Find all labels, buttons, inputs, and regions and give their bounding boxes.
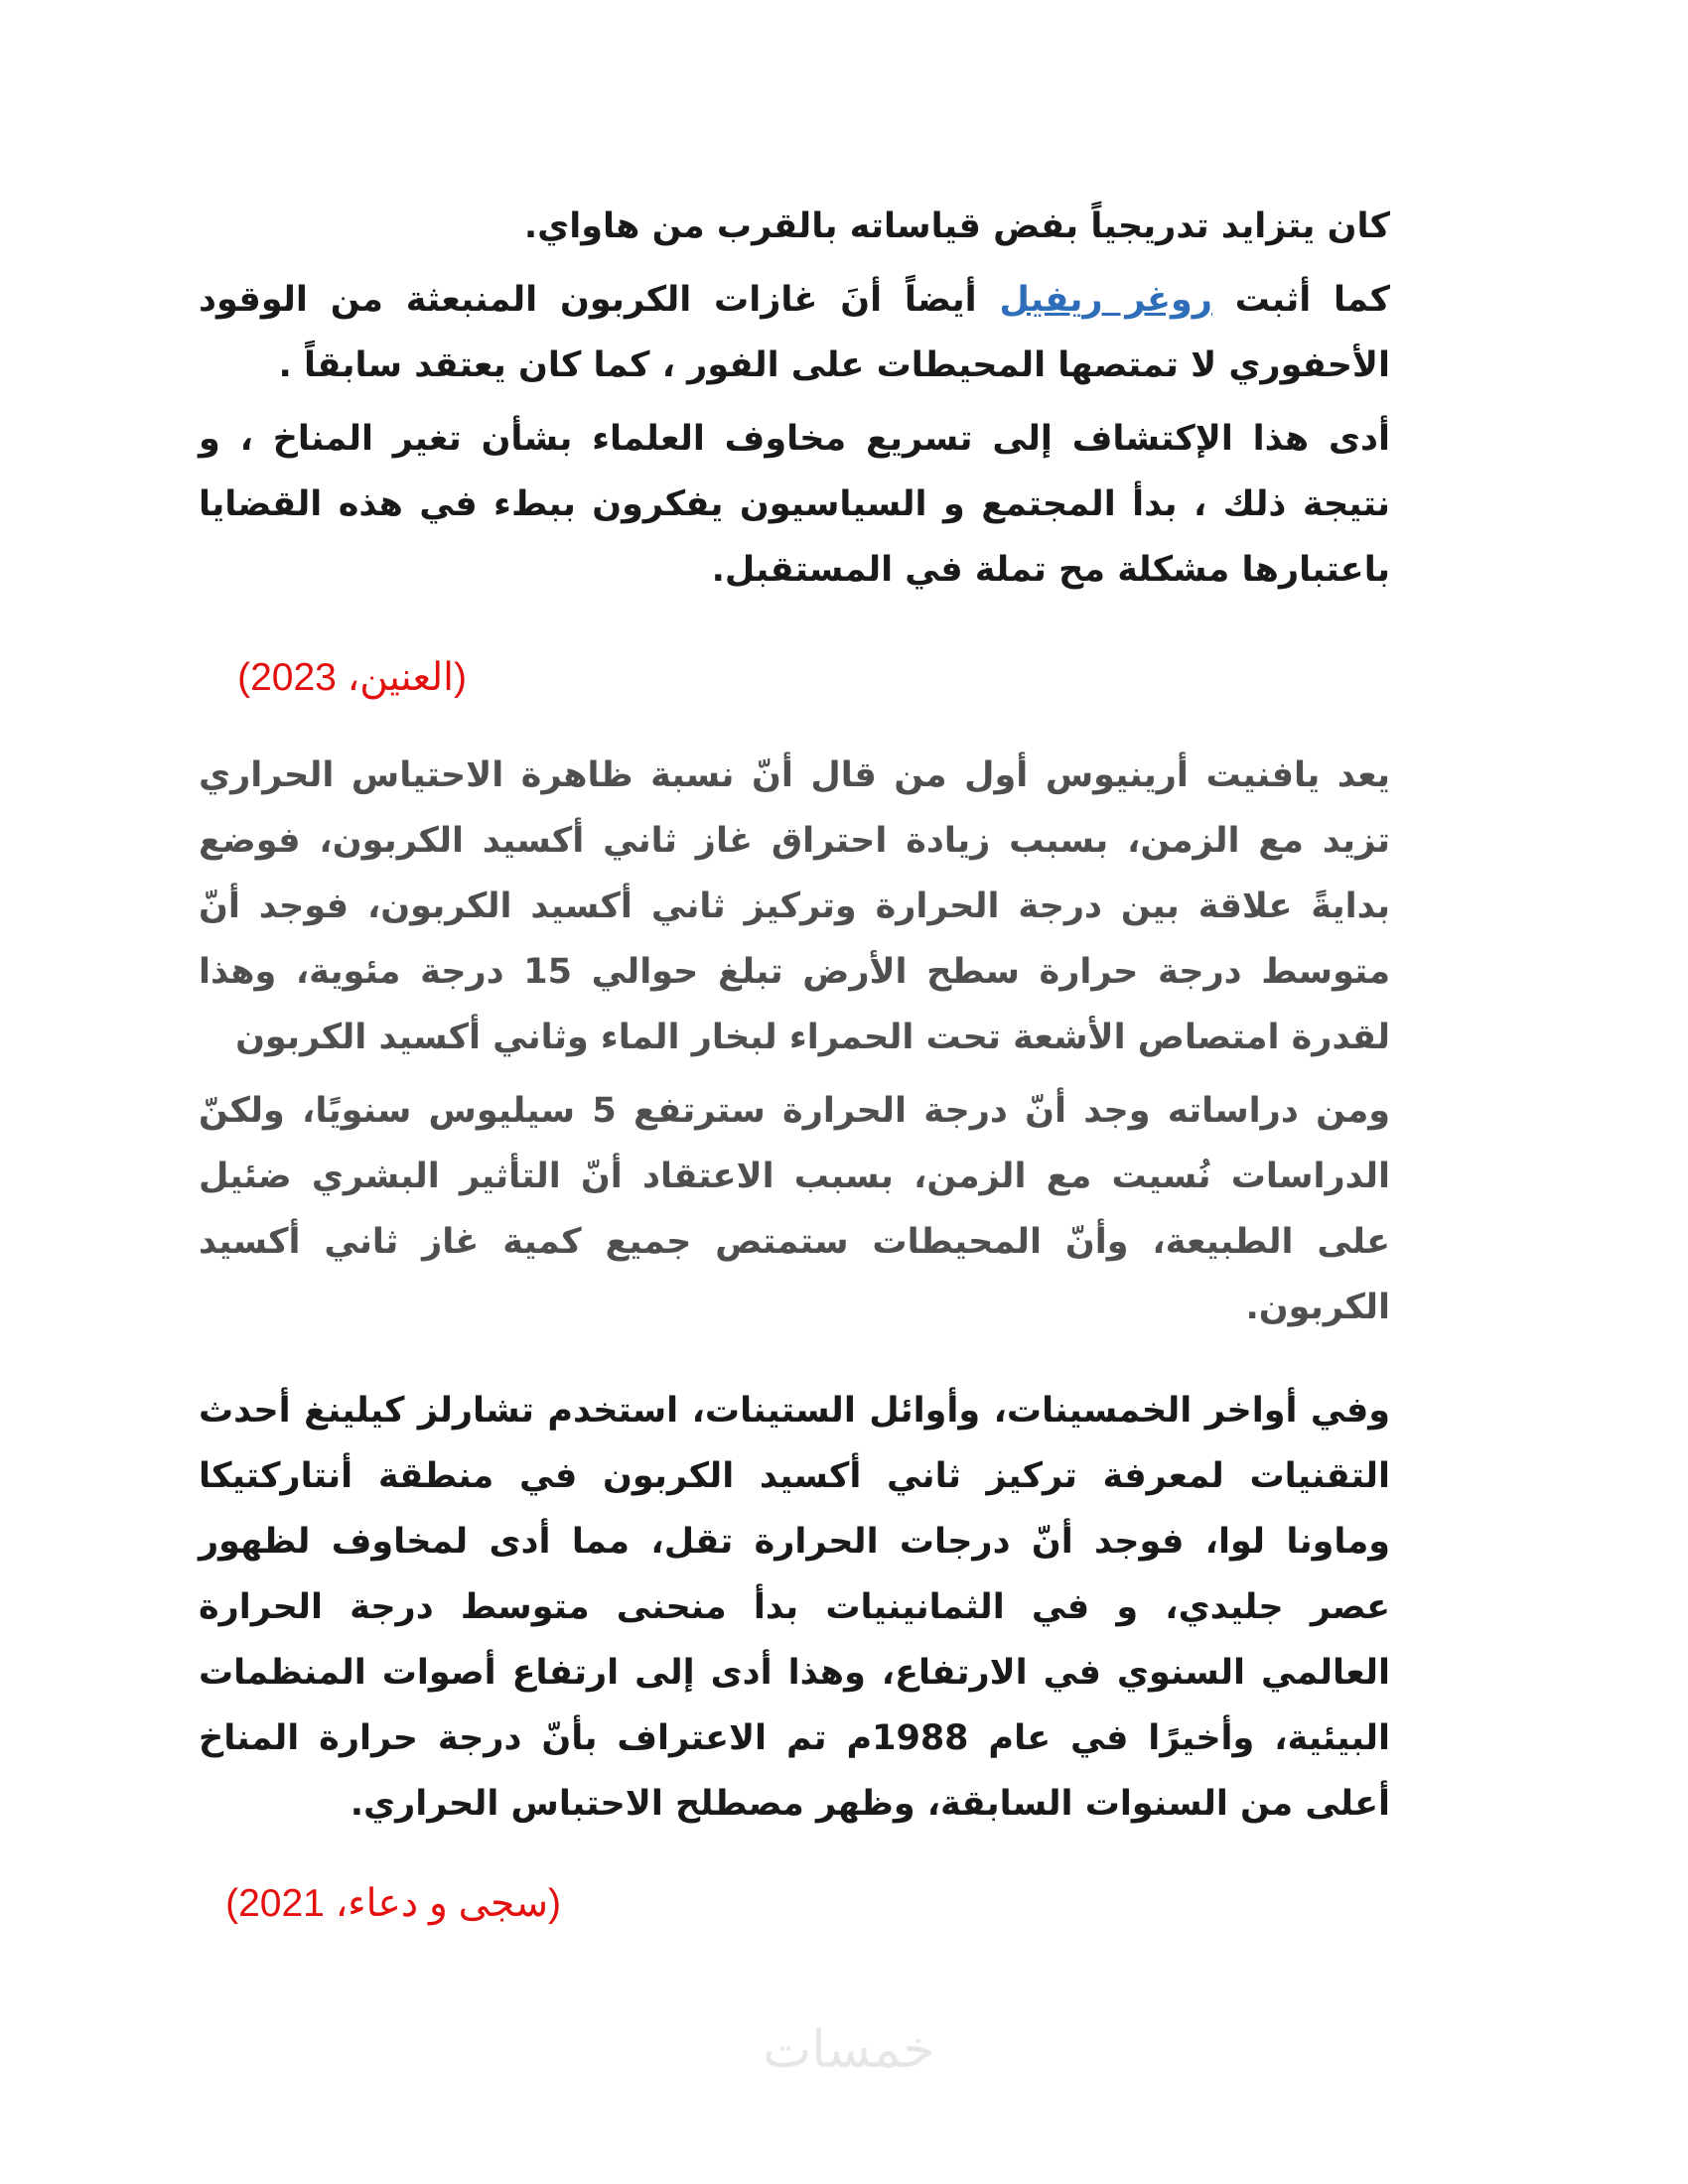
- revelle-link[interactable]: روغر ريفيل: [999, 280, 1212, 320]
- text-block-arrhenius: [199, 743, 1390, 1340]
- paragraph-revelle-before-link: كما أثبت: [1211, 280, 1391, 320]
- paragraph-arrhenius: يعد يافنيت أرينيوس أول من قال أنّ نسبة ظاهرة الاحتياس الحراري تزيد مع الزمن، بسبب زيادة احتراق غاز ثاني أكسيد الكربون، فوضع بدايةً علاقة بين درجة الحرارة وتركيز ثاني أكسيد الكربون، فوجد أنّ متوسط درجة حرارة سطح الأرض تبلغ حوالي 15 درجة مئوية، وهذا لقدرة امتصاص الأشعة تحت الحمراء لبخار الماء وثاني أكسيد الكربون: [199, 755, 1390, 1057]
- text-block-keeling: [199, 1378, 1390, 1837]
- paragraph-discovery-impact: أدى هذا الإكتشاف إلى تسريع مخاوف العلماء بشأن تغير المناخ ، و نتيجة ذلك ، بدأ المجتمع و السياسيون يفكرون ببطء في هذه القضايا باعتبارها مشكلة مح تملة في المستقبل.: [199, 419, 1390, 590]
- text-block-intro: [199, 194, 1390, 603]
- citation-saja-duaa-2021: (سجى و دعاء، 2021): [225, 1882, 561, 1925]
- paragraph-revelle: [199, 267, 1390, 398]
- paragraph-keeling: وفي أواخر الخمسينات، وأوائل الستينات، استخدم تشارلز كيلينغ أحدث التقنيات لمعرفة تركيز ثاني أكسيد الكربون في منطقة أنتاركتيكا وماونا لوا، فوجد أنّ درجات الحرارة تقل، مما أدى لمخاوف لظهور عصر جليدي، و في الثمانينيات بدأ منحنى متوسط درجة الحرارة العالمي السنوي في الارتفاع، وهذا أدى إلى ارتفاع أصوات المنظمات البيئية، وأخيرًا في عام 1988م تم الاعتراف بأنّ درجة حرارة المناخ أعلى من السنوات السابقة، وظهر مصطلح الاحتباس الحراري.: [199, 1391, 1391, 1824]
- citation-alenin-2023: (العنين، 2023): [237, 656, 467, 699]
- paragraph-temperature-studies: ومن دراساته وجد أنّ درجة الحرارة سترتفع 5 سيليوس سنويًا، ولكنّ الدراسات نُسيت مع الزمن، بسبب الاعتقاد أنّ التأثير البشري ضئيل على الطبيعة، وأنّ المحيطات ستمتص جميع كمية غاز ثاني أكسيد الكربون.: [199, 1091, 1391, 1327]
- watermark-logo: خمسات: [763, 2020, 935, 2080]
- paragraph-revelle-after-link: أيضاً أنَ غازات الكربون المنبعثة من الوقود الأحفوري لا تمتصها المحيطات على الفور ، كما كان يعتقد سابقاً .: [199, 280, 1390, 385]
- paragraph-hawaii-measurements: كان يتزايد تدريجياً بفض قياساته بالقرب من هاواي.: [523, 206, 1390, 246]
